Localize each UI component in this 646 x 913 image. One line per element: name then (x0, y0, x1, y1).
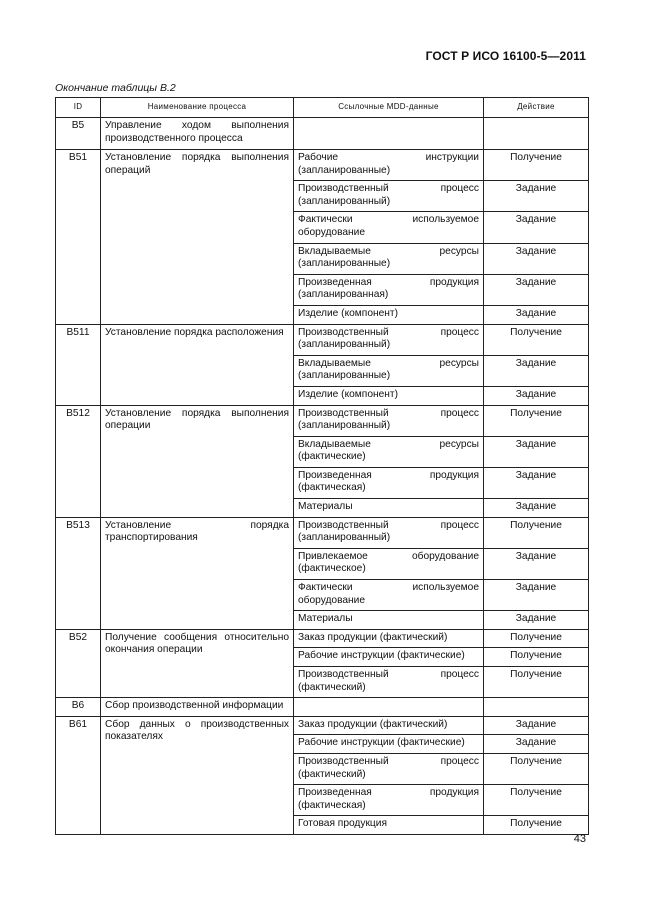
mdd-data-cell: Производственный процесс (запланированный) (294, 405, 484, 436)
action-cell: Задание (484, 467, 589, 498)
column-header-mdd-data: Ссылочные MDD-данные (294, 98, 484, 118)
mdd-data-cell: Заказ продукции (фактический) (294, 716, 484, 735)
mdd-data-cell: Производственный процесс (фактический) (294, 753, 484, 784)
action-cell: Получение (484, 667, 589, 698)
table-row (56, 716, 589, 735)
table-header-row (56, 98, 589, 118)
mdd-data-cell: Вкладываемые ресурсы (запланированные) (294, 355, 484, 386)
mdd-data-cell: Вкладываемые ресурсы (запланированные) (294, 243, 484, 274)
action-cell: Задание (484, 499, 589, 518)
table-row (56, 324, 589, 355)
process-name-cell: Установление порядка выполнения операций (101, 150, 294, 325)
column-header-id: ID (56, 98, 101, 118)
table-row (56, 629, 589, 648)
mdd-data-cell: Вкладываемые ресурсы (фактические) (294, 436, 484, 467)
mdd-data-cell: Произведенная продукция (запланированная) (294, 274, 484, 305)
table-row (56, 405, 589, 436)
action-cell: Получение (484, 816, 589, 835)
action-cell: Получение (484, 629, 589, 648)
action-cell: Задание (484, 243, 589, 274)
mdd-data-cell: Производственный процесс (запланированный) (294, 324, 484, 355)
table-row (56, 118, 589, 150)
mdd-data-cell: Материалы (294, 499, 484, 518)
action-cell: Получение (484, 150, 589, 181)
process-id-cell: B5 (56, 118, 101, 150)
process-name-cell: Сбор данных о производственных показателях (101, 716, 294, 834)
process-id-cell: B61 (56, 716, 101, 834)
mdd-data-cell: Заказ продукции (фактический) (294, 629, 484, 648)
mdd-data-cell: Изделие (компонент) (294, 305, 484, 324)
process-name-cell: Управление ходом выполнения производственного процесса (101, 118, 294, 150)
mdd-data-cell: Материалы (294, 611, 484, 630)
action-cell: Задание (484, 212, 589, 243)
mdd-data-cell: Фактически используемое оборудование (294, 212, 484, 243)
process-id-cell: B513 (56, 517, 101, 629)
action-cell: Получение (484, 324, 589, 355)
action-cell: Задание (484, 611, 589, 630)
process-id-cell: B51 (56, 150, 101, 325)
mdd-data-cell: Произведенная продукция (фактическая) (294, 785, 484, 816)
mdd-data-cell: Произведенная продукция (фактическая) (294, 467, 484, 498)
process-id-cell: B511 (56, 324, 101, 405)
mdd-data-cell: Фактически используемое оборудование (294, 580, 484, 611)
mdd-data-cell (294, 698, 484, 717)
mdd-data-cell: Производственный процесс (запланированный) (294, 517, 484, 548)
process-name-cell: Установление порядка расположения (101, 324, 294, 405)
table-row (56, 698, 589, 717)
table-row (56, 517, 589, 548)
action-cell: Задание (484, 580, 589, 611)
document-code: ГОСТ Р ИСО 16100-5—2011 (425, 49, 586, 63)
mdd-data-cell: Рабочие инструкции (фактические) (294, 648, 484, 667)
column-header-process-name: Наименование процесса (101, 98, 294, 118)
column-header-action: Действие (484, 98, 589, 118)
mdd-data-cell: Привлекаемое оборудование (фактическое) (294, 548, 484, 579)
action-cell: Задание (484, 436, 589, 467)
mdd-data-cell: Производственный процесс (запланированный) (294, 181, 484, 212)
process-id-cell: B512 (56, 405, 101, 517)
process-name-cell: Получение сообщения относительно окончания операции (101, 629, 294, 697)
table-caption: Окончание таблицы В.2 (55, 82, 176, 94)
action-cell: Получение (484, 785, 589, 816)
action-cell (484, 698, 589, 717)
process-name-cell: Установление порядка выполнения операции (101, 405, 294, 517)
process-table (55, 97, 589, 835)
action-cell: Получение (484, 753, 589, 784)
table-body (56, 118, 589, 835)
process-name-cell: Сбор производственной информации (101, 698, 294, 717)
action-cell: Задание (484, 716, 589, 735)
action-cell: Задание (484, 386, 589, 405)
action-cell: Получение (484, 517, 589, 548)
action-cell (484, 118, 589, 150)
mdd-data-cell: Готовая продукция (294, 816, 484, 835)
process-name-cell: Установление порядка транспортирования (101, 517, 294, 629)
action-cell: Задание (484, 735, 589, 754)
action-cell: Получение (484, 405, 589, 436)
process-id-cell: B52 (56, 629, 101, 697)
mdd-data-cell: Производственный процесс (фактический) (294, 667, 484, 698)
page-number: 43 (573, 833, 586, 845)
action-cell: Задание (484, 181, 589, 212)
mdd-data-cell (294, 118, 484, 150)
mdd-data-cell: Рабочие инструкции (запланированные) (294, 150, 484, 181)
mdd-data-cell: Рабочие инструкции (фактические) (294, 735, 484, 754)
action-cell: Задание (484, 274, 589, 305)
table-row (56, 150, 589, 181)
action-cell: Задание (484, 548, 589, 579)
mdd-data-cell: Изделие (компонент) (294, 386, 484, 405)
process-id-cell: B6 (56, 698, 101, 717)
action-cell: Получение (484, 648, 589, 667)
action-cell: Задание (484, 305, 589, 324)
action-cell: Задание (484, 355, 589, 386)
